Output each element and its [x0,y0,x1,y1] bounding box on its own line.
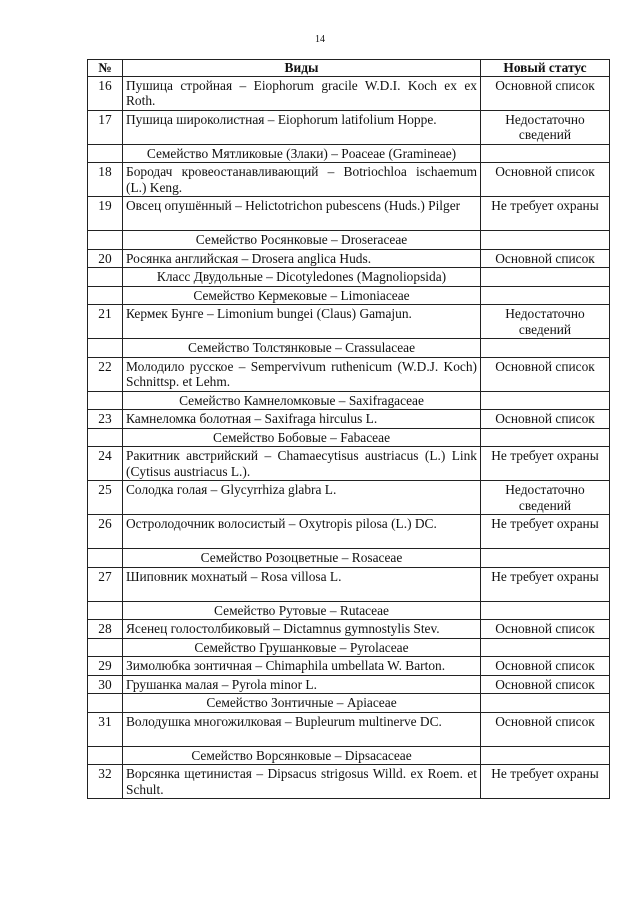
family-status-cell [481,694,610,713]
row-number: 26 [88,515,123,549]
family-num-cell [88,286,123,305]
species-name: Грушанка малая – Pyrola minor L. [123,675,481,694]
species-name: Ясенец голостолбиковый – Dictamnus gymnostylis Stev. [123,620,481,639]
row-number: 32 [88,765,123,799]
species-row [88,657,610,676]
species-table [87,59,610,799]
species-status: Основной список [481,675,610,694]
species-row [88,357,610,391]
species-status: Основной список [481,76,610,110]
species-status: Не требует охраны [481,765,610,799]
species-row [88,567,610,601]
header-num: № [88,60,123,77]
family-row [88,694,610,713]
species-row [88,305,610,339]
species-status: Основной список [481,657,610,676]
row-number: 25 [88,481,123,515]
family-row [88,638,610,657]
table-body [88,76,610,799]
species-name: Ракитник австрийский – Chamaecytisus austriacus (L.) Link (Cytisus austriacus L.). [123,447,481,481]
family-status-cell [481,144,610,163]
species-status: Не требует охраны [481,515,610,549]
family-name: Семейство Мятликовые (Злаки) – Poaceae (Gramineae) [123,144,481,163]
row-number: 18 [88,163,123,197]
family-status-cell [481,428,610,447]
row-number: 22 [88,357,123,391]
species-row [88,675,610,694]
species-status: Основной список [481,357,610,391]
species-name: Бородач кровеостанавливающий – Botriochloa ischaemum (L.) Keng. [123,163,481,197]
page-number: 14 [315,34,325,45]
species-name: Ворсянка щетинистая – Dipsacus strigosus Willd. ex Roem. et Schult. [123,765,481,799]
species-row [88,481,610,515]
family-row [88,549,610,568]
species-row [88,76,610,110]
row-number: 28 [88,620,123,639]
species-name: Остролодочник волосистый – Oxytropis pilosa (L.) DC. [123,515,481,549]
row-number: 31 [88,712,123,746]
family-num-cell [88,268,123,287]
species-name: Росянка английская – Drosera anglica Huds. [123,249,481,268]
species-name: Овсец опушённый – Helictotrichon pubescens (Huds.) Pilger [123,197,481,231]
species-status: Основной список [481,620,610,639]
family-name: Семейство Розоцветные – Rosaceae [123,549,481,568]
row-number: 29 [88,657,123,676]
species-status: Недостаточно сведений [481,481,610,515]
family-row [88,231,610,250]
species-name: Шиповник мохнатый – Rosa villosa L. [123,567,481,601]
family-num-cell [88,231,123,250]
family-row [88,746,610,765]
family-num-cell [88,428,123,447]
family-name: Семейство Зонтичные – Apiaceae [123,694,481,713]
species-row [88,620,610,639]
species-status: Основной список [481,712,610,746]
species-status: Не требует охраны [481,567,610,601]
family-num-cell [88,549,123,568]
row-number: 20 [88,249,123,268]
family-status-cell [481,268,610,287]
species-row [88,249,610,268]
species-row [88,447,610,481]
species-row [88,163,610,197]
row-number: 16 [88,76,123,110]
family-num-cell [88,746,123,765]
family-name: Семейство Кермековые – Limoniaceae [123,286,481,305]
species-row [88,515,610,549]
species-row [88,197,610,231]
family-row [88,339,610,358]
species-name: Солодка голая – Glycyrrhiza glabra L. [123,481,481,515]
row-number: 27 [88,567,123,601]
species-status: Основной список [481,249,610,268]
family-row [88,268,610,287]
row-number: 30 [88,675,123,694]
species-name: Володушка многожилковая – Bupleurum multinerve DC. [123,712,481,746]
family-num-cell [88,694,123,713]
family-name: Семейство Грушанковые – Pyrolaceae [123,638,481,657]
species-status: Не требует охраны [481,197,610,231]
family-row [88,428,610,447]
family-status-cell [481,231,610,250]
species-status: Основной список [481,410,610,429]
family-row [88,286,610,305]
family-status-cell [481,638,610,657]
species-name: Кермек Бунге – Limonium bungei (Claus) Gamajun. [123,305,481,339]
row-number: 17 [88,110,123,144]
family-num-cell [88,339,123,358]
species-name: Зимолюбка зонтичная – Chimaphila umbellata W. Barton. [123,657,481,676]
header-status: Новый статус [481,60,610,77]
family-name: Семейство Камнеломковые – Saxifragaceae [123,391,481,410]
family-name: Семейство Бобовые – Fabaceae [123,428,481,447]
family-num-cell [88,391,123,410]
row-number: 21 [88,305,123,339]
family-num-cell [88,144,123,163]
species-name: Камнеломка болотная – Saxifraga hirculus L. [123,410,481,429]
species-status: Не требует охраны [481,447,610,481]
family-name: Семейство Рутовые – Rutaceae [123,601,481,620]
table-header [88,60,610,77]
family-num-cell [88,601,123,620]
family-row [88,391,610,410]
family-name: Семейство Толстянковые – Crassulaceae [123,339,481,358]
species-row [88,765,610,799]
row-number: 19 [88,197,123,231]
family-row [88,144,610,163]
family-status-cell [481,286,610,305]
species-row [88,712,610,746]
species-name: Пушица стройная – Eiophorum gracile W.D.I. Koch ex ex Roth. [123,76,481,110]
family-status-cell [481,391,610,410]
family-row [88,601,610,620]
family-status-cell [481,339,610,358]
family-name: Семейство Ворсянковые – Dipsacaceae [123,746,481,765]
header-species: Виды [123,60,481,77]
species-name: Пушица широколистная – Eiophorum latifolium Hoppe. [123,110,481,144]
family-status-cell [481,601,610,620]
family-name: Класс Двудольные – Dicotyledones (Magnoliopsida) [123,268,481,287]
row-number: 23 [88,410,123,429]
species-name: Молодило русское – Sempervivum ruthenicum (W.D.J. Koch) Schnittsp. et Lehm. [123,357,481,391]
row-number: 24 [88,447,123,481]
species-status: Недостаточно сведений [481,305,610,339]
family-num-cell [88,638,123,657]
family-status-cell [481,746,610,765]
species-status: Основной список [481,163,610,197]
species-row [88,110,610,144]
species-status: Недостаточно сведений [481,110,610,144]
family-status-cell [481,549,610,568]
family-name: Семейство Росянковые – Droseraceae [123,231,481,250]
species-row [88,410,610,429]
